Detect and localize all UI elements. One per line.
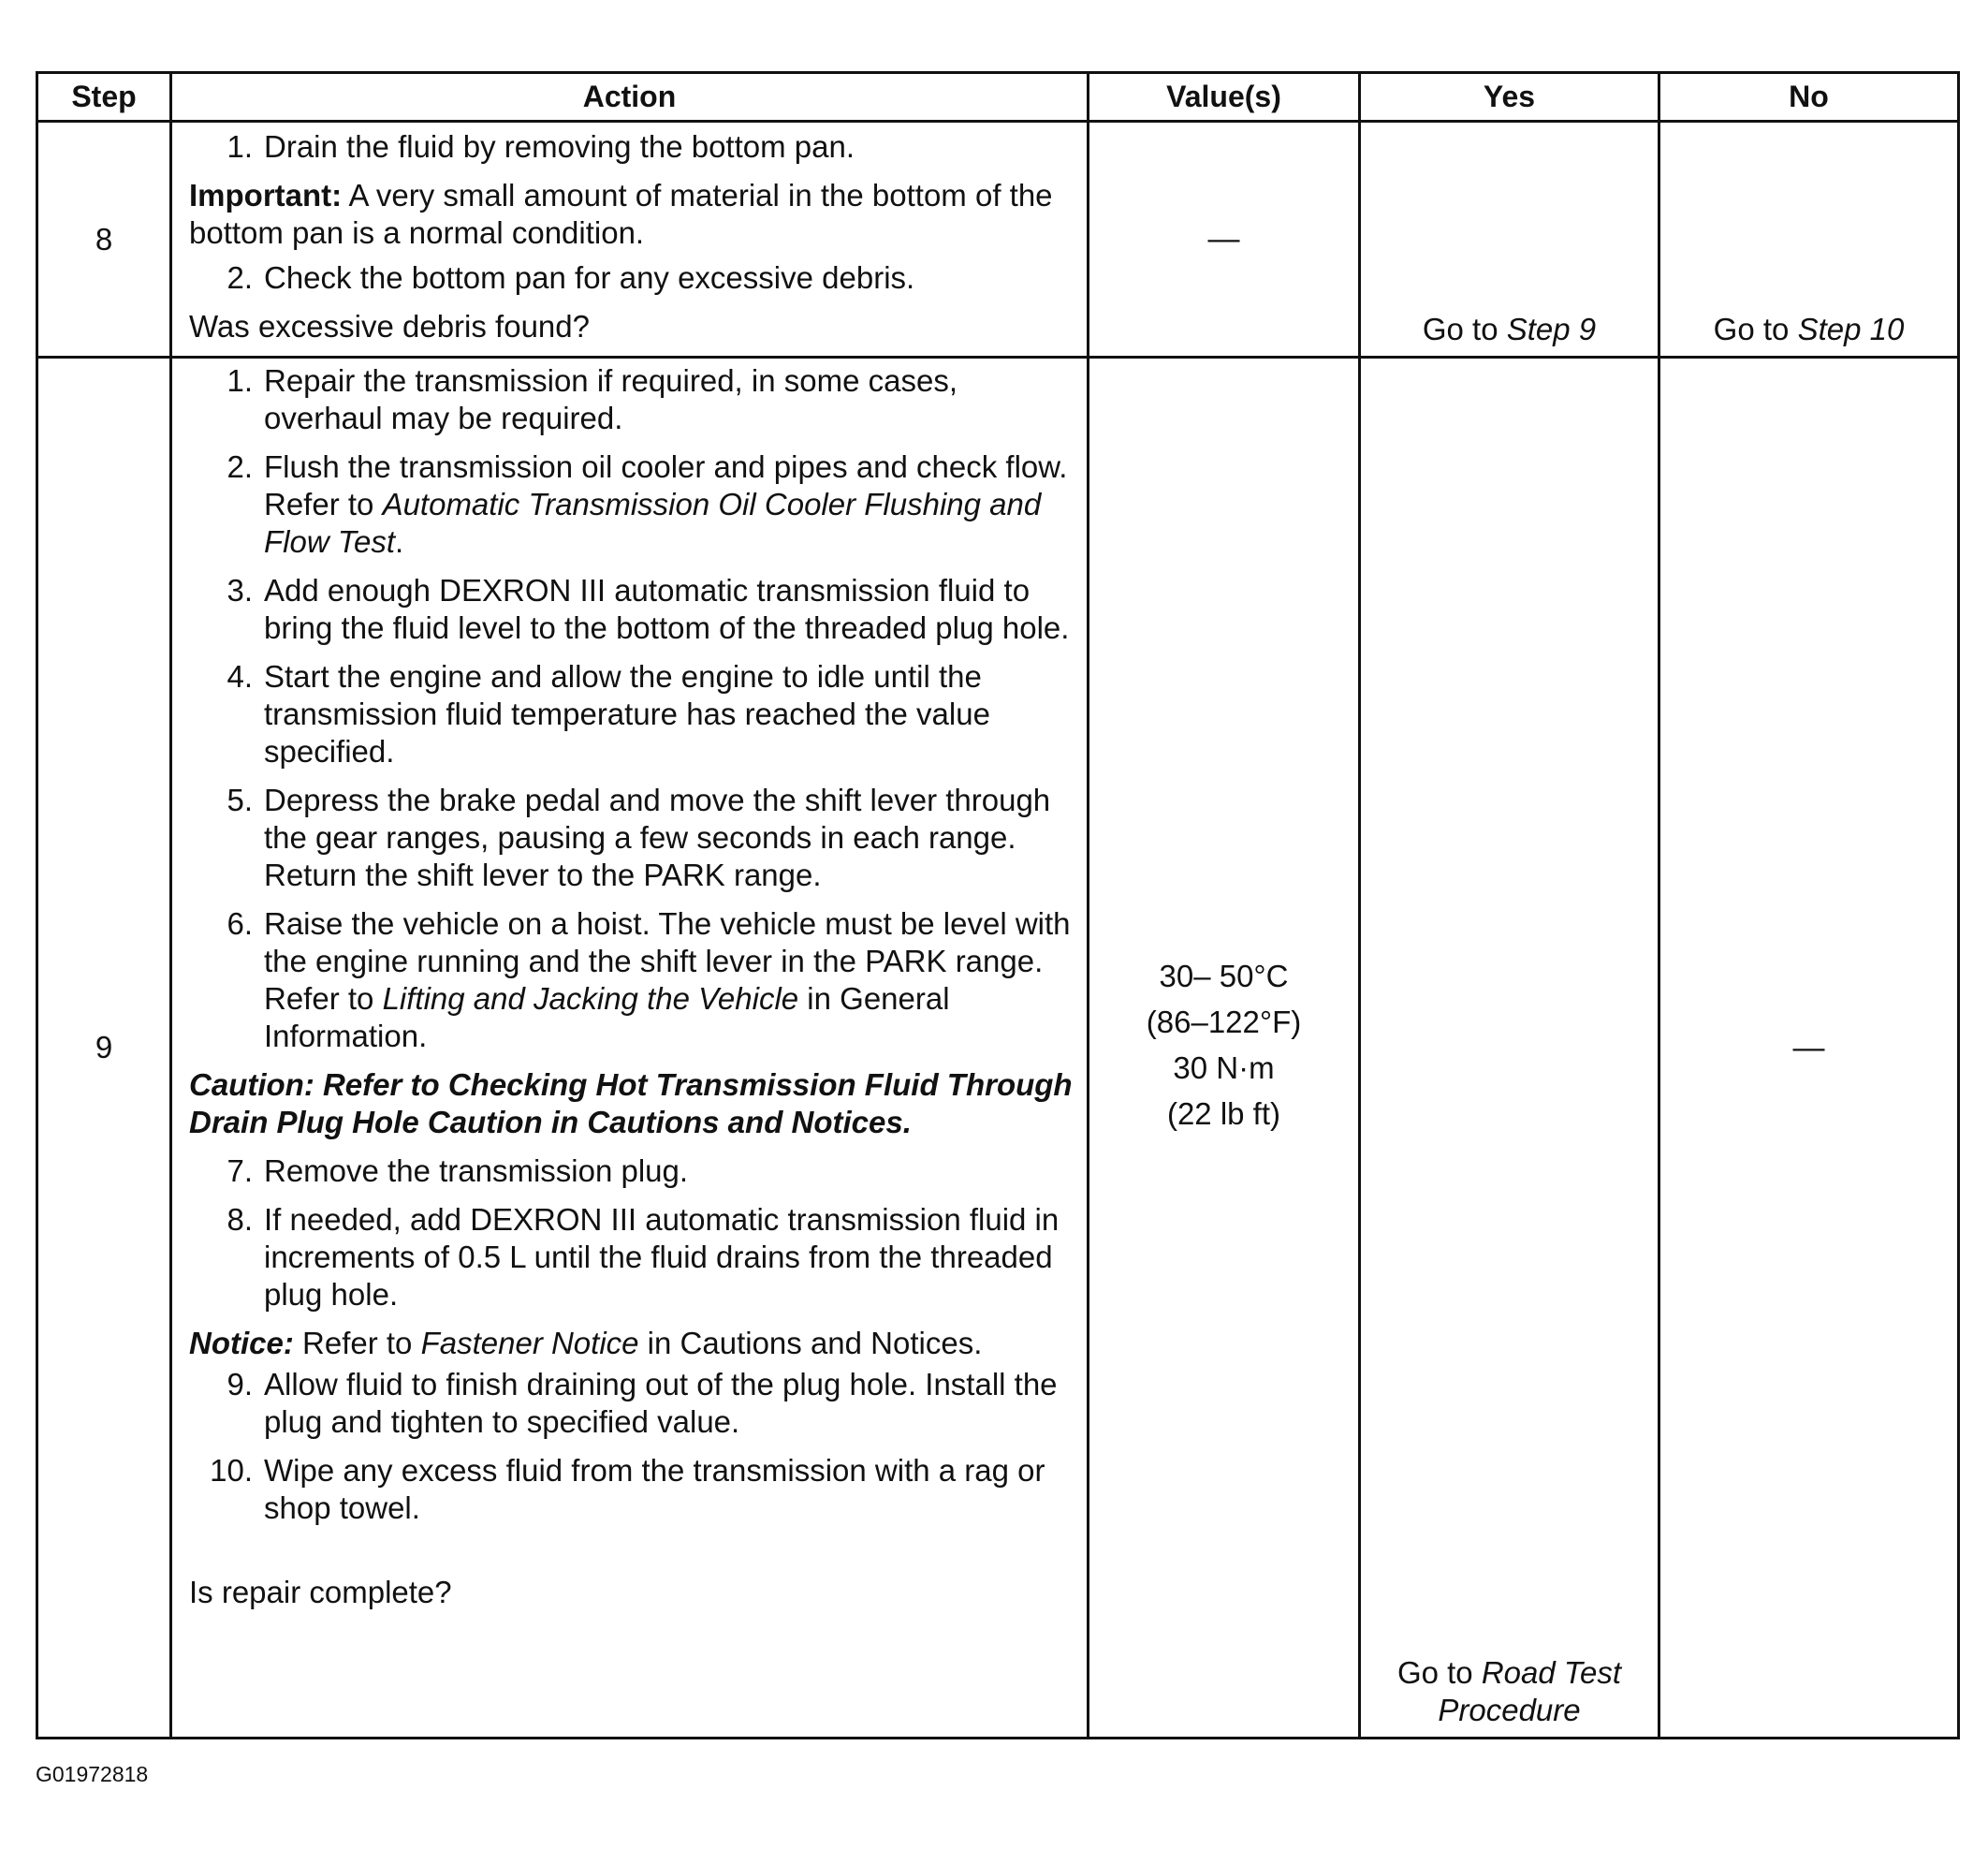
step-9-item-1: 1. Repair the transmission if required, in some cases, overhaul may be required. [227,363,957,435]
diagnostic-table [36,71,1960,1739]
torque-nm-value: 30 N·m [1173,1050,1275,1085]
step-9-yes: Go to Road Test Procedure [1361,359,1660,1737]
step-8-important: Important: A very small amount of material in the bottom of the bottom pan is a normal condition. [189,178,1053,250]
header-no: No [1660,74,1957,123]
step-9-item-5: 5. Depress the brake pedal and move the shift lever through the gear ranges, pausing a few seconds in each range. Return the shift lever to the PARK range. [227,783,1051,892]
step-9-item-9: 9. Allow fluid to finish draining out of the plug hole. Install the plug and tighten to specified value. [227,1367,1058,1439]
header-action: Action [172,74,1089,123]
step-8-question: Was excessive debris found? [189,309,590,344]
header-values: Value(s) [1089,74,1361,123]
step-9-item-6: 6. Raise the vehicle on a hoist. The vehicle must be level with the engine running and the shift lever in the PARK range. Refer to Lifting and Jacking the Vehicle in General Information. [227,906,1071,1053]
header-yes: Yes [1361,74,1660,123]
header-step: Step [38,74,172,123]
step-9-item-3: 3. Add enough DEXRON III automatic transmission fluid to bring the fluid level to the bottom of the threaded plug hole. [227,573,1070,645]
step-9-action [172,359,1089,1737]
figure-id: G01972818 [36,1762,149,1786]
fastener-notice-link[interactable]: Fastener Notice [420,1326,639,1360]
road-test-procedure-link[interactable]: Road Test Procedure [1438,1655,1622,1727]
step-8-value: — [1089,123,1361,359]
step-9-caution: Caution: Refer to Checking Hot Transmission Fluid Through Drain Plug Hole Caution in Cautions and Notices. [189,1067,1073,1139]
step-8-no: Go to Step 10 [1660,123,1957,359]
step-8-action [172,123,1089,359]
step-8-number: 8 [38,123,172,359]
step-9-no: — [1792,1029,1825,1065]
step-8-item-2: 2. Check the bottom pan for any excessive debris. [227,260,915,295]
step-9-item-8: 8. If needed, add DEXRON III automatic transmission fluid in increments of 0.5 L until the fluid drains from the threaded plug hole. [227,1202,1060,1312]
step-9-item-7: 7. Remove the transmission plug. [227,1153,689,1188]
step-9-notice: Notice: Refer to Fastener Notice in Cautions and Notices. [189,1326,983,1360]
step-9-item-2: 2. Flush the transmission oil cooler and pipes and check flow. Refer to Automatic Transmission Oil Cooler Flushing and Flow Test. [227,449,1068,559]
go-to-step-9-link[interactable]: Step 9 [1506,312,1597,346]
step-9-item-4: 4. Start the engine and allow the engine to idle until the transmission fluid temperature has reached the value specified. [227,659,990,769]
go-to-step-10-link[interactable]: Step 10 [1797,312,1905,346]
step-8-item-1: 1. Drain the fluid by removing the bottom pan. [227,129,855,164]
step-8-yes: Go to Step 9 [1361,123,1660,359]
step-9-item-10: 10. Wipe any excess fluid from the transmission with a rag or shop towel. [210,1453,1045,1525]
step-9-values [1089,359,1361,1737]
oil-cooler-flushing-link[interactable]: Automatic Transmission Oil Cooler Flushing and Flow Test [264,487,1042,559]
torque-lbft-value: (22 lb ft) [1166,1096,1281,1131]
temp-fahrenheit-value: (86–122°F) [1146,1005,1302,1039]
lifting-and-jacking-link[interactable]: Lifting and Jacking the Vehicle [382,981,799,1016]
step-9-question: Is repair complete? [189,1575,452,1609]
step-9-number: 9 [38,359,172,1737]
temp-celsius-value: 30– 50°C [1159,959,1289,993]
